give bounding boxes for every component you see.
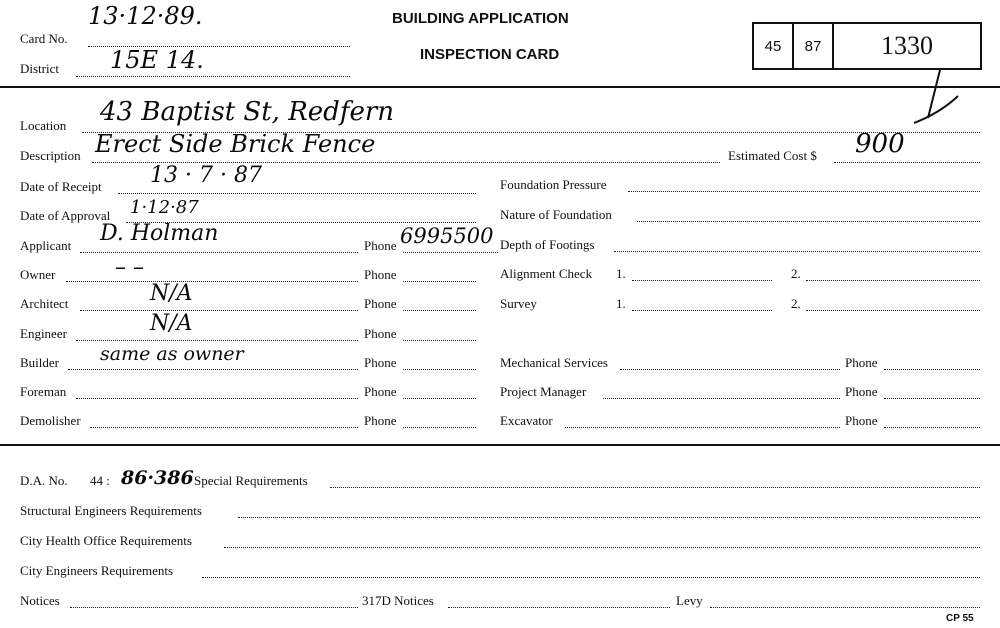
demolisher-line — [90, 427, 358, 428]
date-approval-label: Date of Approval — [20, 208, 111, 223]
district-value[interactable]: 15E 14. — [110, 46, 204, 74]
card-box-a: 45 — [752, 22, 794, 70]
phone-line-applicant — [403, 252, 498, 253]
architect-line — [80, 310, 358, 311]
location-value[interactable]: 43 Baptist St, Redfern — [100, 97, 394, 127]
phone-value-applicant[interactable]: 6995500 — [400, 224, 494, 248]
applicant-value[interactable]: D. Holman — [100, 221, 219, 246]
engineer-label: Engineer — [20, 326, 67, 341]
location-label: Location — [20, 118, 67, 133]
phone-line-demolisher — [403, 427, 476, 428]
owner-line — [66, 281, 358, 282]
architect-value[interactable]: N/A — [150, 281, 193, 306]
phone-label-builder: Phone — [364, 355, 397, 370]
estimated-cost-label: Estimated Cost $ — [728, 148, 817, 163]
notices-line — [70, 607, 358, 608]
builder-label: Builder — [20, 355, 59, 370]
mechanical-label: Mechanical Services — [500, 355, 608, 370]
pen-stroke-mark — [900, 68, 960, 128]
survey-2-line — [806, 310, 980, 311]
card-no-value[interactable]: 13·12·89. — [88, 2, 203, 30]
date-approval-value[interactable]: 1·12·87 — [130, 197, 199, 218]
title-line1: BUILDING APPLICATION — [392, 10, 569, 27]
levy-label: Levy — [676, 593, 703, 608]
owner-value[interactable]: – – — [115, 255, 144, 280]
applicant-line — [80, 252, 358, 253]
health-label: City Health Office Requirements — [20, 533, 192, 548]
card-box-number: 1330 — [832, 22, 982, 70]
da-no-label: D.A. No. — [20, 473, 68, 488]
alignment-1-label: 1. — [616, 266, 626, 281]
phone-label-mechanical: Phone — [845, 355, 878, 370]
district-label: District — [20, 61, 59, 76]
engineer-line — [76, 340, 358, 341]
project-manager-line — [603, 398, 840, 399]
phone-line-project-manager — [884, 398, 980, 399]
estimated-cost-line — [834, 162, 980, 163]
phone-line-owner — [403, 281, 476, 282]
phone-label-demolisher: Phone — [364, 413, 397, 428]
alignment-check-label: Alignment Check — [500, 266, 593, 281]
builder-value[interactable]: same as owner — [100, 343, 244, 365]
phone-label-foreman: Phone — [364, 384, 397, 399]
phone-label-applicant: Phone — [364, 238, 397, 253]
foreman-line — [76, 398, 358, 399]
survey-1-line — [632, 310, 772, 311]
health-line — [224, 547, 980, 548]
phone-line-builder — [403, 369, 476, 370]
title-line2: INSPECTION CARD — [420, 46, 560, 63]
alignment-2-line — [806, 280, 980, 281]
phone-label-architect: Phone — [364, 296, 397, 311]
owner-label: Owner — [20, 267, 56, 282]
phone-line-engineer — [403, 340, 476, 341]
survey-1-label: 1. — [616, 296, 626, 311]
phone-line-foreman — [403, 398, 476, 399]
foreman-label: Foreman — [20, 384, 67, 399]
phone-line-excavator — [884, 427, 980, 428]
engineer-value[interactable]: N/A — [150, 311, 193, 336]
estimated-cost-value[interactable]: 900 — [855, 129, 905, 159]
survey-label: Survey — [500, 296, 537, 311]
nature-foundation-label: Nature of Foundation — [500, 207, 612, 222]
date-receipt-line — [118, 193, 476, 194]
city-engineers-label: City Engineers Requirements — [20, 563, 174, 578]
da-prefix: 44 : — [90, 473, 110, 488]
middle-divider — [0, 444, 1000, 446]
survey-2-label: 2. — [791, 296, 801, 311]
phone-line-mechanical — [884, 369, 980, 370]
phone-label-owner: Phone — [364, 267, 397, 282]
levy-line — [710, 607, 980, 608]
notices-317-label: 317D Notices — [362, 593, 434, 608]
description-value[interactable]: Erect Side Brick Fence — [95, 130, 376, 158]
description-label: Description — [20, 148, 81, 163]
phone-label-project-manager: Phone — [845, 384, 878, 399]
date-receipt-label: Date of Receipt — [20, 179, 102, 194]
date-receipt-value[interactable]: 13 · 7 · 87 — [150, 163, 262, 188]
depth-footings-label: Depth of Footings — [500, 237, 595, 252]
phone-label-engineer: Phone — [364, 326, 397, 341]
excavator-line — [565, 427, 840, 428]
phone-label-excavator: Phone — [845, 413, 878, 428]
notices-317-line — [448, 607, 670, 608]
foundation-pressure-line — [628, 191, 980, 192]
demolisher-label: Demolisher — [20, 413, 81, 428]
mechanical-line — [620, 369, 840, 370]
project-manager-label: Project Manager — [500, 384, 587, 399]
depth-footings-line — [614, 251, 980, 252]
excavator-label: Excavator — [500, 413, 553, 428]
special-req-label: Special Requirements — [194, 473, 308, 488]
applicant-label: Applicant — [20, 238, 72, 253]
alignment-1-line — [632, 280, 772, 281]
top-divider — [0, 86, 1000, 88]
structural-label: Structural Engineers Requirements — [20, 503, 202, 518]
foundation-pressure-label: Foundation Pressure — [500, 177, 607, 192]
card-box-b: 87 — [792, 22, 834, 70]
card-no-label: Card No. — [20, 31, 68, 46]
structural-line — [238, 517, 980, 518]
phone-line-architect — [403, 310, 476, 311]
form-code: CP 55 — [946, 613, 974, 624]
architect-label: Architect — [20, 296, 69, 311]
nature-foundation-line — [637, 221, 980, 222]
notices-label: Notices — [20, 593, 60, 608]
district-line — [76, 76, 350, 77]
da-number-value[interactable]: 86·386 — [121, 467, 194, 489]
city-engineers-line — [202, 577, 980, 578]
special-req-line — [330, 487, 980, 488]
alignment-2-label: 2. — [791, 266, 801, 281]
builder-line — [68, 369, 358, 370]
